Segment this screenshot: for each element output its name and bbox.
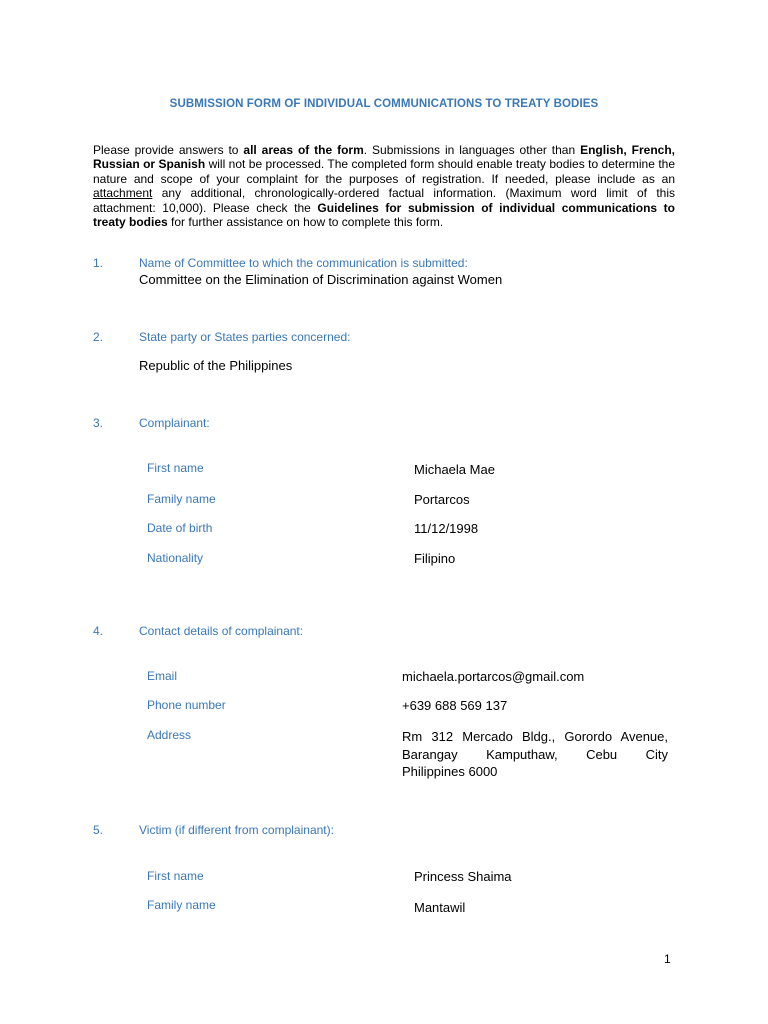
section-5-number: 5.: [93, 823, 104, 837]
state-party-answer: Republic of the Philippines: [139, 358, 293, 373]
address-line-2: Barangay Kamputhaw, Cebu City: [402, 746, 668, 762]
section-1-number: 1.: [93, 256, 104, 270]
attachment-link[interactable]: attachment: [93, 186, 153, 201]
section-1-label: Name of Committee to which the communication is submitted:: [139, 256, 468, 270]
section-2-number: 2.: [93, 330, 104, 344]
section-4-number: 4.: [93, 624, 104, 638]
victim-family-name-label: Family name: [147, 898, 216, 912]
intro-text-3: will not be processed. The completed form should enable treaty bodies to determine the nature and scope of your complaint for the purposes of registration. If needed, please include as an: [93, 157, 675, 186]
complainant-nationality-label: Nationality: [147, 551, 204, 565]
victim-first-name-value: Princess Shaima: [414, 869, 512, 884]
address-label: Address: [147, 728, 192, 742]
complainant-nationality-value: Filipino: [414, 551, 456, 566]
section-2-label: State party or States parties concerned:: [139, 330, 351, 344]
phone-label: Phone number: [147, 698, 226, 712]
intro-paragraph: [93, 143, 675, 229]
phone-value: +639 688 569 137: [402, 698, 508, 713]
email-label: Email: [147, 669, 178, 683]
intro-text-1: Please provide answers to: [93, 143, 244, 157]
section-3-label: Complainant:: [139, 416, 210, 430]
complainant-first-name-label: First name: [147, 461, 204, 475]
section-3-number: 3.: [93, 416, 104, 430]
address-line-3: Philippines 6000: [402, 764, 498, 779]
victim-family-name-value: Mantawil: [414, 900, 466, 915]
address-value: [402, 728, 668, 781]
complainant-dob-value: 11/12/1998: [414, 521, 479, 536]
intro-text-4: any additional, chronologically-ordered factual information. (Maximum word limit of this attachment: 10,000). Please check the: [93, 186, 675, 215]
section-4-label: Contact details of complainant:: [139, 624, 304, 638]
page-number: 1: [664, 952, 671, 966]
section-5-label: Victim (if different from complainant):: [139, 823, 334, 837]
complainant-family-name-label: Family name: [147, 492, 216, 506]
intro-bold-1: all areas of the form: [243, 143, 364, 157]
form-title: SUBMISSION FORM OF INDIVIDUAL COMMUNICATIONS TO TREATY BODIES: [169, 98, 599, 110]
address-line-1: Rm 312 Mercado Bldg., Gorordo Avenue,: [402, 729, 668, 744]
complainant-family-name-value: Portarcos: [414, 492, 470, 507]
intro-text-2: . Submissions in languages other than: [363, 143, 581, 157]
committee-answer: Committee on the Elimination of Discrimination against Women: [139, 272, 503, 287]
victim-first-name-label: First name: [147, 869, 204, 883]
intro-text-5: for further assistance on how to complete this form.: [167, 215, 444, 230]
email-value: michaela.portarcos@gmail.com: [402, 669, 585, 684]
complainant-first-name-value: Michaela Mae: [414, 462, 495, 477]
complainant-dob-label: Date of birth: [147, 521, 213, 535]
guidelines-reference: Guidelines for submission of individual communications to treaty bodies: [93, 200, 675, 230]
intro-bold-2: English, French, Russian or Spanish: [93, 143, 676, 172]
